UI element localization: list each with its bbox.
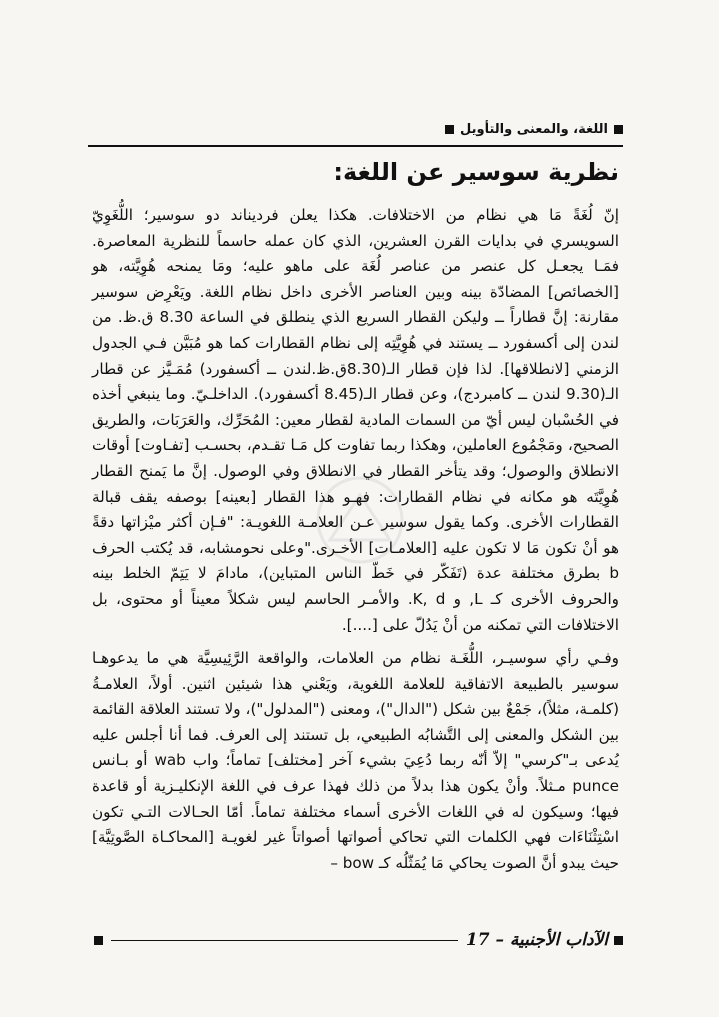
header-bullet-right: [614, 125, 623, 134]
page-footer: [88, 930, 623, 950]
footer-journal-title: الآداب الأجنبية – 17: [465, 930, 608, 950]
section-title: نظرية سوسير عن اللغة:: [333, 158, 619, 186]
article-body: [92, 203, 619, 876]
page-number: 17: [465, 930, 490, 950]
paragraph-1: إنّ لُغَةً مَا هي نظام من الاختلافات. هكذا يعلن فرديناند دو سوسير؛ اللُّغَوِيّ السويسري في بدايات القرن العشرين، الذي كان عمله حاسماً للنظرية المعاصرة. فمَـا يجعـل كل عنصر من عناصر لُغَة على ماهو عليه؛ ومَا يمنحه هُوِيَّته، هو [الخصائص] المضادّة بينه وبين العناصر الأخرى داخل نظام اللغة. ويَعْرِض سوسير مقارنة: إنَّ قطاراً ــ وليكن القطار السريع الذي ينطلق في الساعة 8.30 ق.ظ. من لندن إلى أكسفورد ــ يستند في هُوِيَّتِه إلى نظام القطارات كما هو مُبَيَّن فـي الجدول الزمني [لانطلاقها]. لذا فإن قطار الـ(8.30ق.ظ.لندن ــ أكسفورد) مُمَـيَّز عن قطار الـ(9.30 لندن ــ كامبردج)، وعن قطار الـ(8.45 أكسفورد). الداخلـيّ. وما ينبغي أخذه في الحُسْبان ليس أيّ من السمات المادية لقطار معين: المُحَرِّك، والعَرَبَات، والطريق الصحيح، ومَجْمُوع العاملين، وهكذا ربما تفاوت كل مَـا تقـدم، بحسـب [تفـاوت] أوقات الانطلاق والوصول؛ وقد يتأخر القطار في الانطلاق وفي الوصول. إنَّ ما يَمنح القطار هُوِيَّتَه هو مكانه في نظام القطارات: فهـو هذا القطار [بعينه] بوصفه يقف قبالة القطارات الأخرى. وكما يقول سوسير عـن العلامـة اللغويـة: "فـإن أكثر ميْزاتها دقةً هو أنْ تكون مَا لا تكون عليه [العلامـات] الأخـرى."وعلى نحومشابه، قد يُكتب الحرف b بطرق مختلفة عدة (تَفَكّر في خَطّ الناس المتباين)، مادامَ لا يَتِمّ الخلط بينه والحروف الأخرى كـ L, و K, d. والأمـر الحاسم ليس شكلاً معيناً أو محتوى، بل الاختلافات التي تمكنه من أنْ يَدُلّ على [....].: [92, 206, 619, 634]
header-rule: [88, 145, 623, 147]
running-title: اللغة، والمعنى والتأويل: [460, 122, 608, 137]
running-header: [88, 122, 623, 137]
footer-bullet: [614, 936, 623, 945]
header-bullet-left: [445, 125, 454, 134]
paragraph-2: وفـي رأي سوسيـر، اللُّغَـة نظام من العلامات، والواقعة الرَّئِيسِيَّة هي ما يدعوهـا سوسير بالطبيعة الاتفاقية للعلامة اللغوية، ويَعْني هذا شيئين اثنين. أولاً، العلامـةُ (كلمـة، مثلاً)، جَمْعٌ بين شكل ("الدال")، ومعنى ("المدلول")، ولا تستند العلاقة القائمة بين الشكل والمعنى إلى التَّشابُه الطبيعي، بل تستند إلى العرف. فما أنا أجلس عليه يُدعى بـ"كرسي" إلاّ أنّه ربما دُعِيَ بشيء آخر [مختلف] تماماً؛ واب wab أو بـانس punce مـثلاً. وأنْ يكون هذا بدلاً من ذلك فهذا عرف في اللغة الإنكليـزية أو قاعدة فيها؛ وسيكون له في اللغات الأخرى أسماء مختلفة تماماً. أمّا الحـالات التـي تكون اسْتِثْنَاءَات فهي الكلمات التي تحاكي أصواتها أصواتاً غير لغويـة [المحاكـاة الصَّوتِيَّة] حيث يبدو أنَّ الصوت يحاكي مَا يُمَثّلُه كـ bow –: [92, 649, 619, 872]
journal-name: الآداب الأجنبية: [509, 930, 608, 950]
footer-bullet-left: [94, 936, 103, 945]
footer-rule: [111, 940, 458, 941]
